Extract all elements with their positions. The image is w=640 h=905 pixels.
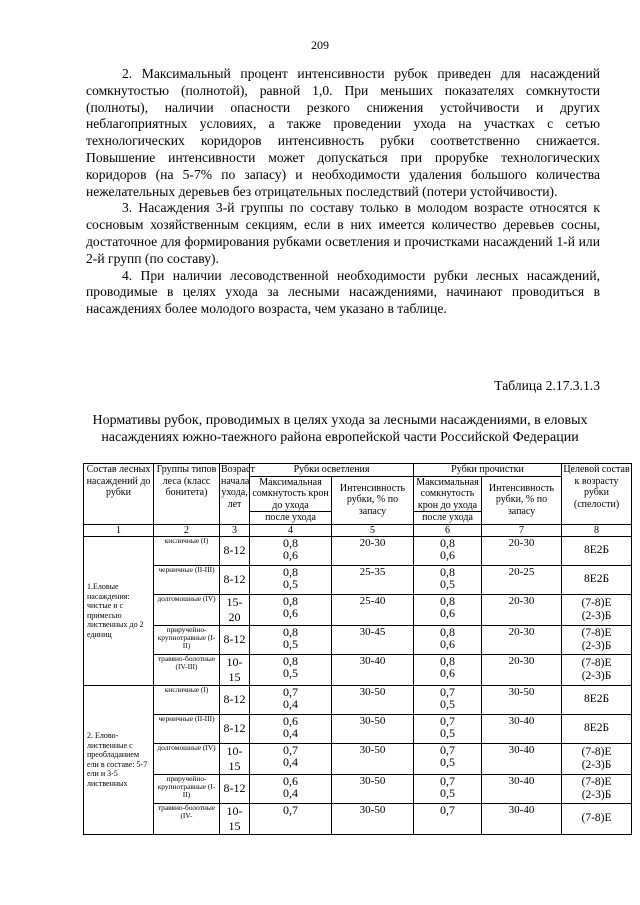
composition-line: (2-3)Б xyxy=(581,788,612,801)
density-before: 0,7 xyxy=(440,773,455,788)
intensity-clearing: 30-50 xyxy=(332,803,414,834)
composition-line: (7-8)Е xyxy=(581,812,612,824)
composition-line: (7-8)Е xyxy=(581,775,612,788)
density-clearing xyxy=(250,594,332,625)
age-start: 10-15 xyxy=(220,803,250,834)
density-clearing xyxy=(250,536,332,565)
header-max-density-1: Максимальная сомкнутость крон до ухода xyxy=(250,476,332,512)
density-after: 0,5 xyxy=(440,785,455,800)
norms-table xyxy=(83,463,632,835)
table-row xyxy=(84,565,632,594)
density-clearing xyxy=(250,654,332,685)
intensity-clearing: 30-50 xyxy=(332,774,414,803)
intensity-clearing: 30-50 xyxy=(332,714,414,743)
forest-type: приручейно-крупнотравные (I-II) xyxy=(154,774,220,803)
target-composition xyxy=(562,654,632,685)
col-number: 2 xyxy=(154,524,220,536)
age-start: 8-12 xyxy=(220,625,250,654)
composition-line: (7-8)Е xyxy=(581,596,612,609)
density-cleaning xyxy=(414,594,482,625)
table-row xyxy=(84,714,632,743)
header-target-composition: Целевой состав к возрасту рубки (спелости) xyxy=(562,464,632,525)
density-cleaning xyxy=(414,803,482,834)
composition-line: 8Е2Б xyxy=(583,573,610,585)
table-row xyxy=(84,803,632,834)
forest-type: кисличные (I) xyxy=(154,685,220,714)
density-after: 0,4 xyxy=(283,754,298,769)
composition-line: (2-3)Б xyxy=(581,609,612,622)
header-forest-types: Группы типов леса (класс бонитета) xyxy=(154,464,220,525)
age-start: 10-15 xyxy=(220,743,250,774)
forest-type: долгомошные (IV) xyxy=(154,743,220,774)
table-row xyxy=(84,685,632,714)
density-after: 0,6 xyxy=(440,547,455,562)
density-clearing xyxy=(250,565,332,594)
age-start: 8-12 xyxy=(220,714,250,743)
density-clearing xyxy=(250,803,332,834)
header-after-care-1: после ухода xyxy=(250,512,332,525)
target-composition xyxy=(562,774,632,803)
target-composition xyxy=(562,743,632,774)
target-composition xyxy=(562,714,632,743)
intensity-clearing: 30-50 xyxy=(332,743,414,774)
composition-line: (2-3)Б xyxy=(581,669,612,682)
intensity-clearing: 30-50 xyxy=(332,685,414,714)
col-number: 5 xyxy=(332,524,414,536)
forest-type: кисличные (I) xyxy=(154,536,220,565)
age-start: 8-12 xyxy=(220,565,250,594)
col-number: 6 xyxy=(414,524,482,536)
intensity-cleaning: 30-40 xyxy=(482,774,562,803)
intensity-cleaning: 30-50 xyxy=(482,685,562,714)
density-clearing xyxy=(250,714,332,743)
density-after: 0,5 xyxy=(440,576,455,591)
table-row xyxy=(84,536,632,565)
age-start: 8-12 xyxy=(220,685,250,714)
col-number: 4 xyxy=(250,524,332,536)
density-cleaning xyxy=(414,685,482,714)
paragraph-4: 4. При наличии лесоводственной необходимости рубки лесных насаждений, проводимые в целях ухода за лесными насаждениями, начинают проводиться в насаждениях более молодого возраста, чем указано в таблице. xyxy=(86,267,600,317)
target-composition xyxy=(562,594,632,625)
density-after: 0,5 xyxy=(440,725,455,740)
intensity-cleaning: 20-30 xyxy=(482,654,562,685)
density-cleaning xyxy=(414,565,482,594)
forest-type: черничные (II-III) xyxy=(154,565,220,594)
table-row xyxy=(84,625,632,654)
density-after: 0,6 xyxy=(283,547,298,562)
density-after: 0,6 xyxy=(283,605,298,620)
density-before: 0,8 xyxy=(283,564,298,579)
forest-type: травяно-болотные (IV- xyxy=(154,803,220,834)
density-before: 0,7 xyxy=(283,684,298,699)
density-after: 0,5 xyxy=(440,754,455,769)
density-clearing xyxy=(250,743,332,774)
group-label: 2. Елово-лиственные с преобладанием ели в составе: 5-7 ели и 3-5 лиственных xyxy=(84,685,154,834)
age-start: 8-12 xyxy=(220,536,250,565)
density-cleaning xyxy=(414,774,482,803)
paragraph-3: 3. Насаждения 3-й группы по составу только в молодом возрасте относятся к сосновым хозяйственным секциям, если в них имеется количество деревьев сосны, достаточное для формирования рубками осветления и прочистками насаждений 1-й или 2-й групп (по составу). xyxy=(86,200,600,266)
col-number: 8 xyxy=(562,524,632,536)
forest-type: травяно-болотные (IV-III) xyxy=(154,654,220,685)
density-before: 0,8 xyxy=(440,564,455,579)
header-composition: Состав лесных насаждений до рубки xyxy=(84,464,154,525)
density-before: 0,6 xyxy=(283,713,298,728)
forest-type: черничные (II-III) xyxy=(154,714,220,743)
target-composition xyxy=(562,625,632,654)
density-cleaning xyxy=(414,654,482,685)
density-before: 0,7 xyxy=(440,713,455,728)
intensity-cleaning: 30-40 xyxy=(482,803,562,834)
density-before: 0,8 xyxy=(283,653,298,668)
density-after: 0,5 xyxy=(283,665,298,680)
composition-line: (7-8)Е xyxy=(581,656,612,669)
density-clearing xyxy=(250,774,332,803)
forest-type: приручейно-крупнотравные (I-II) xyxy=(154,625,220,654)
composition-line: 8Е2Б xyxy=(583,693,610,705)
density-before: 0,7 xyxy=(440,802,455,817)
density-before: 0,8 xyxy=(440,535,455,550)
composition-line: (2-3)Б xyxy=(581,758,612,771)
intensity-clearing: 25-35 xyxy=(332,565,414,594)
intensity-cleaning: 30-40 xyxy=(482,743,562,774)
density-cleaning xyxy=(414,714,482,743)
density-after: 0,5 xyxy=(283,576,298,591)
density-before: 0,8 xyxy=(283,624,298,639)
density-cleaning xyxy=(414,625,482,654)
header-clearing: Рубки осветления xyxy=(250,464,414,477)
age-start: 10-15 xyxy=(220,654,250,685)
density-before: 0,6 xyxy=(283,773,298,788)
group-label: 1.Еловые насаждения: чистые и с примесью лиственных до 2 единиц xyxy=(84,536,154,685)
col-number: 3 xyxy=(220,524,250,536)
density-after: 0,5 xyxy=(283,636,298,651)
composition-line: (7-8)Е xyxy=(581,745,612,758)
density-before: 0,7 xyxy=(440,684,455,699)
intensity-clearing: 30-45 xyxy=(332,625,414,654)
density-after: 0,6 xyxy=(440,605,455,620)
table-caption: Нормативы рубок, проводимых в целях ухода за лесными насаждениями, в еловых насаждениях южно-таежного района европейской части Российской Федерации xyxy=(92,413,588,445)
table-row xyxy=(84,743,632,774)
col-number: 7 xyxy=(482,524,562,536)
age-start: 15-20 xyxy=(220,594,250,625)
header-after-care-2: после ухода xyxy=(414,512,482,525)
density-cleaning xyxy=(414,743,482,774)
density-clearing xyxy=(250,685,332,714)
intensity-clearing: 20-30 xyxy=(332,536,414,565)
composition-line: (7-8)Е xyxy=(581,626,612,639)
table-row xyxy=(84,654,632,685)
intensity-clearing: 30-40 xyxy=(332,654,414,685)
density-before: 0,8 xyxy=(440,593,455,608)
density-after: 0,4 xyxy=(283,785,298,800)
intensity-cleaning: 20-30 xyxy=(482,625,562,654)
target-composition xyxy=(562,685,632,714)
header-intensity-1: Интенсивность рубки, % по запасу xyxy=(332,476,414,524)
composition-line: 8Е2Б xyxy=(583,722,610,734)
intensity-clearing: 25-40 xyxy=(332,594,414,625)
intensity-cleaning: 20-30 xyxy=(482,536,562,565)
density-before: 0,8 xyxy=(440,624,455,639)
density-before: 0,8 xyxy=(440,653,455,668)
body-text xyxy=(86,66,600,318)
composition-line: (2-3)Б xyxy=(581,639,612,652)
age-start: 8-12 xyxy=(220,774,250,803)
table-row xyxy=(84,594,632,625)
header-age-start: Возраст начала ухода, лет xyxy=(220,464,250,525)
density-after: 0,5 xyxy=(440,696,455,711)
intensity-cleaning: 30-40 xyxy=(482,714,562,743)
density-before: 0,7 xyxy=(440,742,455,757)
intensity-cleaning: 20-30 xyxy=(482,594,562,625)
density-clearing xyxy=(250,625,332,654)
table-number: Таблица 2.17.3.1.3 xyxy=(494,378,600,393)
col-number: 1 xyxy=(84,524,154,536)
target-composition xyxy=(562,803,632,834)
column-numbers-row xyxy=(84,524,632,536)
intensity-cleaning: 20-25 xyxy=(482,565,562,594)
density-after: 0,6 xyxy=(440,665,455,680)
forest-type: долгомошные (IV) xyxy=(154,594,220,625)
header-max-density-2: Максимальная сомкнутость крон до ухода xyxy=(414,476,482,512)
composition-line: 8Е2Б xyxy=(583,544,610,556)
density-before: 0,7 xyxy=(283,742,298,757)
density-after: 0,6 xyxy=(440,636,455,651)
page-number: 209 xyxy=(311,38,329,52)
density-before: 0,8 xyxy=(283,535,298,550)
density-before: 0,7 xyxy=(283,802,298,817)
header-cleaning: Рубки прочистки xyxy=(414,464,562,477)
target-composition xyxy=(562,536,632,565)
density-cleaning xyxy=(414,536,482,565)
header-intensity-2: Интенсивность рубки, % по запасу xyxy=(482,476,562,524)
table-row xyxy=(84,774,632,803)
density-before: 0,8 xyxy=(283,593,298,608)
density-after: 0,4 xyxy=(283,725,298,740)
density-after: 0,4 xyxy=(283,696,298,711)
paragraph-2: 2. Максимальный процент интенсивности рубок приведен для насаждений сомкнутостью (полнотой), равной 1,0. При меньших показателях сомкнутости (полноты), наличии опасности резкого снижения устойчивости и других неблагоприятных условиях, а также проведении ухода на участках с сетью технологических коридоров интенсивность рубки соответственно снижается. Повышение интенсивности может допускаться при прорубке технологических коридоров (на 5-7% по запасу) и необходимости удаления большого количества нежелательных деревьев без отрицательных последствий (потери устойчивости). xyxy=(86,66,600,199)
target-composition xyxy=(562,565,632,594)
